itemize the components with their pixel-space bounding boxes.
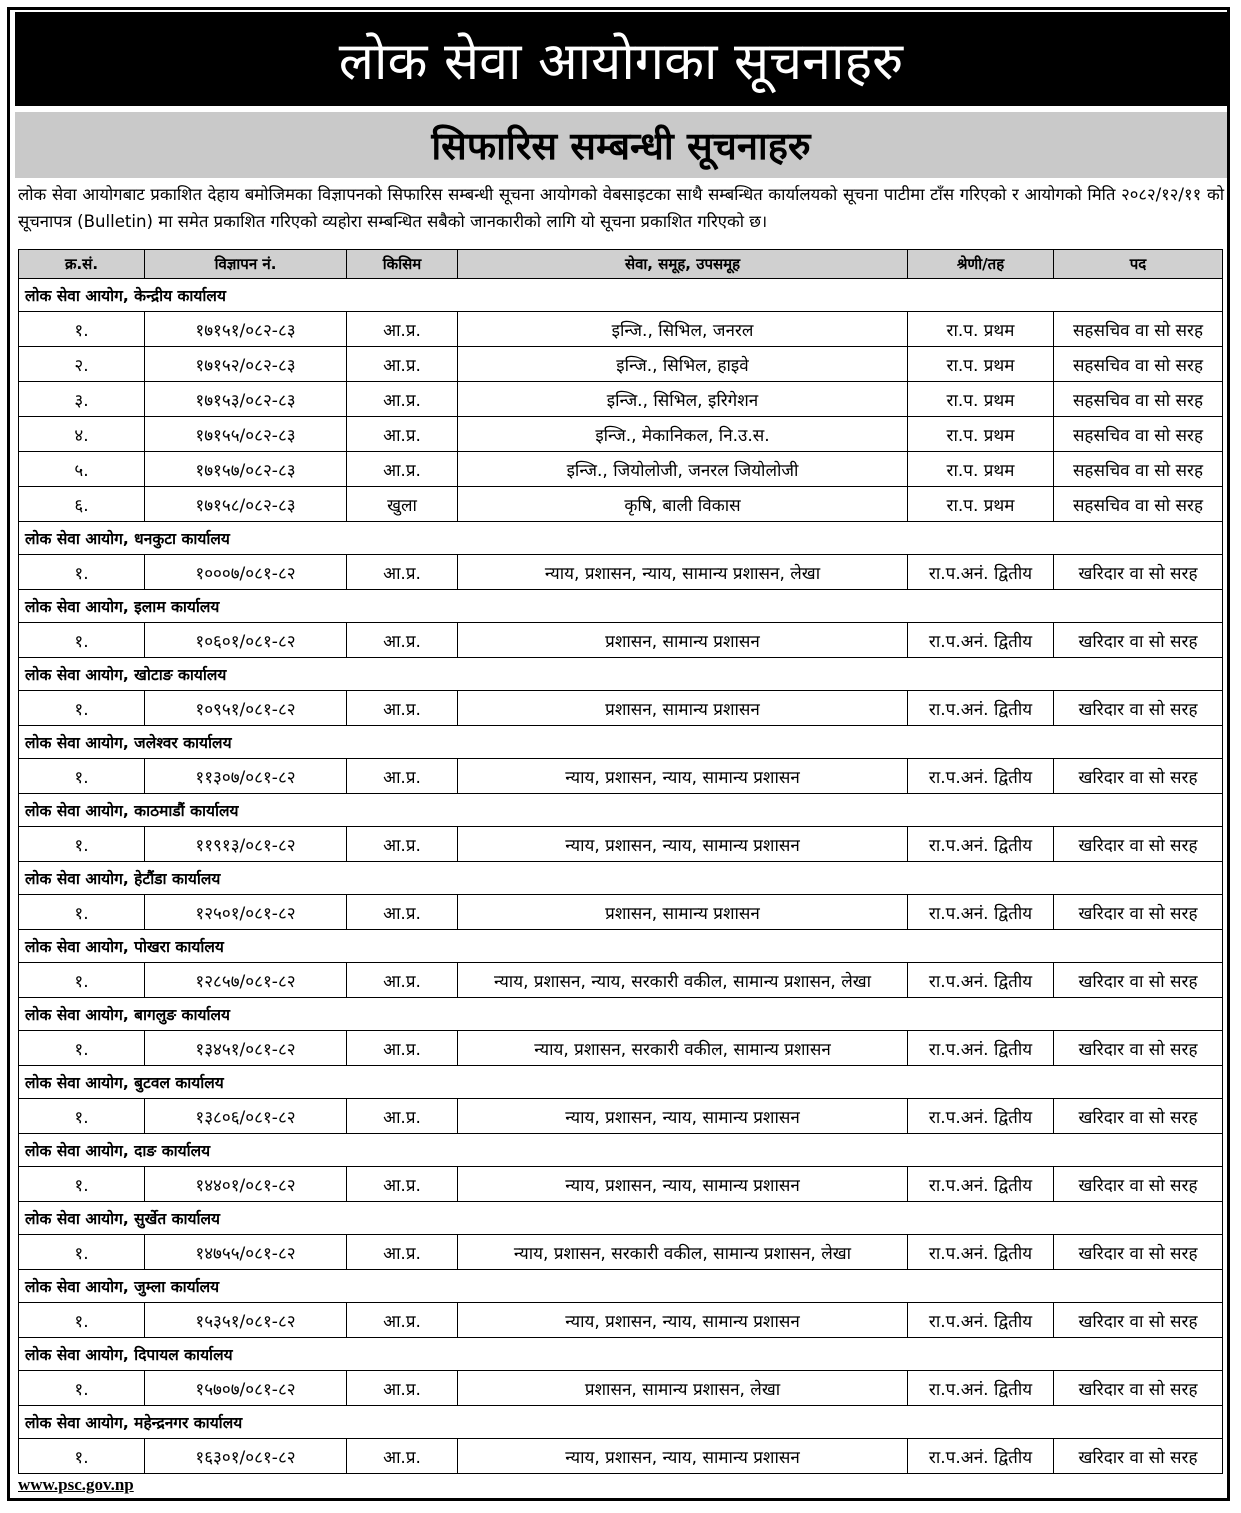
cell-type: खुला <box>347 487 458 522</box>
cell-serial: १. <box>19 1167 145 1202</box>
cell-serial: १. <box>19 312 145 347</box>
cell-service-group: इन्जि., सिभिल, जनरल <box>458 312 908 347</box>
cell-service-group: इन्जि., सिभिल, इरिगेशन <box>458 382 908 417</box>
cell-class-level: रा.प.अनं. द्वितीय <box>908 555 1054 590</box>
cell-advert-no: १३८०६/०८१-८२ <box>145 1099 347 1134</box>
office-heading-row <box>19 1202 1223 1235</box>
table-row <box>19 1031 1223 1066</box>
cell-serial: १. <box>19 1303 145 1338</box>
cell-post: खरिदार वा सो सरह <box>1054 963 1223 998</box>
cell-service-group: इन्जि., सिभिल, हाइवे <box>458 347 908 382</box>
cell-serial: १. <box>19 1439 145 1474</box>
cell-type: आ.प्र. <box>347 1371 458 1406</box>
table-row <box>19 963 1223 998</box>
cell-class-level: रा.प.अनं. द्वितीय <box>908 895 1054 930</box>
cell-serial: ४. <box>19 417 145 452</box>
table-row <box>19 417 1223 452</box>
cell-type: आ.प्र. <box>347 759 458 794</box>
page-title: लोक सेवा आयोगका सूचनाहरु <box>15 12 1227 106</box>
cell-serial: १. <box>19 1371 145 1406</box>
cell-type: आ.प्र. <box>347 1303 458 1338</box>
cell-class-level: रा.प.अनं. द्वितीय <box>908 691 1054 726</box>
cell-serial: १. <box>19 1031 145 1066</box>
cell-service-group: प्रशासन, सामान्य प्रशासन, लेखा <box>458 1371 908 1406</box>
header-post: पद <box>1054 250 1223 279</box>
cell-serial: १. <box>19 555 145 590</box>
cell-type: आ.प्र. <box>347 452 458 487</box>
cell-serial: १. <box>19 691 145 726</box>
office-heading-row <box>19 1338 1223 1371</box>
table-row <box>19 1439 1223 1474</box>
cell-service-group: इन्जि., जियोलोजी, जनरल जियोलोजी <box>458 452 908 487</box>
cell-type: आ.प्र. <box>347 963 458 998</box>
cell-type: आ.प्र. <box>347 895 458 930</box>
table-header-row <box>19 250 1223 279</box>
cell-advert-no: १२८५७/०८१-८२ <box>145 963 347 998</box>
cell-service-group: न्याय, प्रशासन, न्याय, सामान्य प्रशासन <box>458 1303 908 1338</box>
cell-post: खरिदार वा सो सरह <box>1054 1031 1223 1066</box>
table-row <box>19 382 1223 417</box>
office-name: लोक सेवा आयोग, जलेश्वर कार्यालय <box>19 726 1223 759</box>
cell-service-group: प्रशासन, सामान्य प्रशासन <box>458 623 908 658</box>
cell-post: खरिदार वा सो सरह <box>1054 691 1223 726</box>
header-type: किसिम <box>347 250 458 279</box>
office-name: लोक सेवा आयोग, सुर्खेत कार्यालय <box>19 1202 1223 1235</box>
cell-class-level: रा.प. प्रथम <box>908 347 1054 382</box>
cell-serial: ६. <box>19 487 145 522</box>
cell-service-group: न्याय, प्रशासन, न्याय, सामान्य प्रशासन <box>458 759 908 794</box>
office-name: लोक सेवा आयोग, बुटवल कार्यालय <box>19 1066 1223 1099</box>
recommendation-table <box>18 249 1223 1474</box>
cell-advert-no: १४४०१/०८१-८२ <box>145 1167 347 1202</box>
cell-class-level: रा.प.अनं. द्वितीय <box>908 623 1054 658</box>
table-row <box>19 487 1223 522</box>
header-advert-no: विज्ञापन नं. <box>145 250 347 279</box>
office-heading-row <box>19 522 1223 555</box>
cell-serial: ३. <box>19 382 145 417</box>
office-heading-row <box>19 794 1223 827</box>
cell-advert-no: १७१५७/०८२-८३ <box>145 452 347 487</box>
cell-post: खरिदार वा सो सरह <box>1054 1167 1223 1202</box>
cell-class-level: रा.प.अनं. द्वितीय <box>908 1099 1054 1134</box>
table-row <box>19 895 1223 930</box>
cell-post: खरिदार वा सो सरह <box>1054 759 1223 794</box>
cell-type: आ.प्र. <box>347 1167 458 1202</box>
cell-post: सहसचिव वा सो सरह <box>1054 452 1223 487</box>
office-heading-row <box>19 1134 1223 1167</box>
office-name: लोक सेवा आयोग, महेन्द्रनगर कार्यालय <box>19 1406 1223 1439</box>
office-name: लोक सेवा आयोग, धनकुटा कार्यालय <box>19 522 1223 555</box>
table-row <box>19 1099 1223 1134</box>
table-row <box>19 1303 1223 1338</box>
cell-serial: १. <box>19 1235 145 1270</box>
table-row <box>19 623 1223 658</box>
cell-class-level: रा.प. प्रथम <box>908 417 1054 452</box>
cell-serial: ५. <box>19 452 145 487</box>
cell-post: सहसचिव वा सो सरह <box>1054 382 1223 417</box>
table-row <box>19 452 1223 487</box>
cell-serial: १. <box>19 963 145 998</box>
cell-class-level: रा.प. प्रथम <box>908 312 1054 347</box>
cell-service-group: न्याय, प्रशासन, न्याय, सामान्य प्रशासन <box>458 827 908 862</box>
cell-class-level: रा.प.अनं. द्वितीय <box>908 759 1054 794</box>
office-name: लोक सेवा आयोग, पोखरा कार्यालय <box>19 930 1223 963</box>
cell-advert-no: १२५०१/०८१-८२ <box>145 895 347 930</box>
cell-advert-no: १०९५१/०८१-८२ <box>145 691 347 726</box>
header-serial: क्र.सं. <box>19 250 145 279</box>
cell-advert-no: १५७०७/०८१-८२ <box>145 1371 347 1406</box>
cell-type: आ.प्र. <box>347 1099 458 1134</box>
cell-serial: १. <box>19 895 145 930</box>
cell-advert-no: १५३५१/०८१-८२ <box>145 1303 347 1338</box>
header-class-level: श्रेणी/तह <box>908 250 1054 279</box>
cell-serial: १. <box>19 623 145 658</box>
cell-class-level: रा.प. प्रथम <box>908 452 1054 487</box>
cell-type: आ.प्र. <box>347 623 458 658</box>
cell-service-group: प्रशासन, सामान्य प्रशासन <box>458 895 908 930</box>
table-row <box>19 1235 1223 1270</box>
cell-post: खरिदार वा सो सरह <box>1054 1371 1223 1406</box>
cell-advert-no: १०६०१/०८१-८२ <box>145 623 347 658</box>
cell-post: खरिदार वा सो सरह <box>1054 1439 1223 1474</box>
cell-service-group: इन्जि., मेकानिकल, नि.उ.स. <box>458 417 908 452</box>
office-heading-row <box>19 279 1223 312</box>
cell-type: आ.प्र. <box>347 347 458 382</box>
cell-post: खरिदार वा सो सरह <box>1054 1099 1223 1134</box>
cell-advert-no: १४७५५/०८१-८२ <box>145 1235 347 1270</box>
office-name: लोक सेवा आयोग, केन्द्रीय कार्यालय <box>19 279 1223 312</box>
cell-class-level: रा.प.अनं. द्वितीय <box>908 1303 1054 1338</box>
cell-type: आ.प्र. <box>347 555 458 590</box>
office-heading-row <box>19 590 1223 623</box>
cell-advert-no: ११९१३/०८१-८२ <box>145 827 347 862</box>
cell-serial: १. <box>19 827 145 862</box>
cell-serial: १. <box>19 1099 145 1134</box>
table-row <box>19 312 1223 347</box>
cell-service-group: न्याय, प्रशासन, न्याय, सामान्य प्रशासन <box>458 1167 908 1202</box>
office-heading-row <box>19 1066 1223 1099</box>
office-heading-row <box>19 726 1223 759</box>
office-heading-row <box>19 1270 1223 1303</box>
table-row <box>19 691 1223 726</box>
cell-post: खरिदार वा सो सरह <box>1054 895 1223 930</box>
cell-advert-no: १७१५५/०८२-८३ <box>145 417 347 452</box>
cell-advert-no: १६३०१/०८१-८२ <box>145 1439 347 1474</box>
cell-post: खरिदार वा सो सरह <box>1054 555 1223 590</box>
cell-class-level: रा.प.अनं. द्वितीय <box>908 1167 1054 1202</box>
table-row <box>19 555 1223 590</box>
cell-advert-no: १७१५१/०८२-८३ <box>145 312 347 347</box>
cell-class-level: रा.प. प्रथम <box>908 487 1054 522</box>
office-name: लोक सेवा आयोग, इलाम कार्यालय <box>19 590 1223 623</box>
cell-serial: १. <box>19 759 145 794</box>
website-link[interactable]: www.psc.gov.np <box>18 1475 134 1494</box>
cell-class-level: रा.प.अनं. द्वितीय <box>908 1439 1054 1474</box>
cell-post: सहसचिव वा सो सरह <box>1054 487 1223 522</box>
office-heading-row <box>19 930 1223 963</box>
cell-class-level: रा.प.अनं. द्वितीय <box>908 1031 1054 1066</box>
cell-serial: २. <box>19 347 145 382</box>
cell-advert-no: ११३०७/०८१-८२ <box>145 759 347 794</box>
office-heading-row <box>19 862 1223 895</box>
cell-type: आ.प्र. <box>347 1439 458 1474</box>
office-name: लोक सेवा आयोग, काठमाडौं कार्यालय <box>19 794 1223 827</box>
table-row <box>19 759 1223 794</box>
table-row <box>19 827 1223 862</box>
cell-type: आ.प्र. <box>347 691 458 726</box>
cell-advert-no: १०००७/०८१-८२ <box>145 555 347 590</box>
cell-service-group: न्याय, प्रशासन, सरकारी वकील, सामान्य प्रशासन <box>458 1031 908 1066</box>
cell-advert-no: १७१५३/०८२-८३ <box>145 382 347 417</box>
table-row <box>19 1167 1223 1202</box>
cell-post: सहसचिव वा सो सरह <box>1054 417 1223 452</box>
office-name: लोक सेवा आयोग, हेटौंडा कार्यालय <box>19 862 1223 895</box>
cell-advert-no: १३४५१/०८१-८२ <box>145 1031 347 1066</box>
cell-service-group: न्याय, प्रशासन, न्याय, सामान्य प्रशासन, लेखा <box>458 555 908 590</box>
cell-post: खरिदार वा सो सरह <box>1054 623 1223 658</box>
cell-post: सहसचिव वा सो सरह <box>1054 312 1223 347</box>
cell-type: आ.प्र. <box>347 1031 458 1066</box>
header-service-group: सेवा, समूह, उपसमूह <box>458 250 908 279</box>
office-heading-row <box>19 1406 1223 1439</box>
page-subtitle: सिफारिस सम्बन्धी सूचनाहरु <box>15 112 1227 178</box>
office-name: लोक सेवा आयोग, खोटाङ कार्यालय <box>19 658 1223 691</box>
cell-class-level: रा.प.अनं. द्वितीय <box>908 1235 1054 1270</box>
cell-service-group: न्याय, प्रशासन, सरकारी वकील, सामान्य प्रशासन, लेखा <box>458 1235 908 1270</box>
cell-advert-no: १७१५२/०८२-८३ <box>145 347 347 382</box>
cell-class-level: रा.प. प्रथम <box>908 382 1054 417</box>
cell-post: खरिदार वा सो सरह <box>1054 1235 1223 1270</box>
cell-service-group: न्याय, प्रशासन, न्याय, सामान्य प्रशासन <box>458 1099 908 1134</box>
office-heading-row <box>19 998 1223 1031</box>
office-name: लोक सेवा आयोग, बागलुङ कार्यालय <box>19 998 1223 1031</box>
cell-advert-no: १७१५८/०८२-८३ <box>145 487 347 522</box>
cell-type: आ.प्र. <box>347 1235 458 1270</box>
cell-type: आ.प्र. <box>347 312 458 347</box>
cell-post: सहसचिव वा सो सरह <box>1054 347 1223 382</box>
cell-type: आ.प्र. <box>347 827 458 862</box>
cell-class-level: रा.प.अनं. द्वितीय <box>908 963 1054 998</box>
table-row <box>19 1371 1223 1406</box>
cell-type: आ.प्र. <box>347 382 458 417</box>
cell-service-group: न्याय, प्रशासन, न्याय, सामान्य प्रशासन <box>458 1439 908 1474</box>
cell-service-group: प्रशासन, सामान्य प्रशासन <box>458 691 908 726</box>
cell-service-group: कृषि, बाली विकास <box>458 487 908 522</box>
cell-class-level: रा.प.अनं. द्वितीय <box>908 1371 1054 1406</box>
cell-type: आ.प्र. <box>347 417 458 452</box>
office-name: लोक सेवा आयोग, जुम्ला कार्यालय <box>19 1270 1223 1303</box>
cell-post: खरिदार वा सो सरह <box>1054 1303 1223 1338</box>
office-name: लोक सेवा आयोग, दिपायल कार्यालय <box>19 1338 1223 1371</box>
table-row <box>19 347 1223 382</box>
table-body <box>19 279 1223 1474</box>
cell-class-level: रा.प.अनं. द्वितीय <box>908 827 1054 862</box>
office-name: लोक सेवा आयोग, दाङ कार्यालय <box>19 1134 1223 1167</box>
office-heading-row <box>19 658 1223 691</box>
cell-service-group: न्याय, प्रशासन, न्याय, सरकारी वकील, सामान्य प्रशासन, लेखा <box>458 963 908 998</box>
cell-post: खरिदार वा सो सरह <box>1054 827 1223 862</box>
intro-paragraph: लोक सेवा आयोगबाट प्रकाशित देहाय बमोजिमका विज्ञापनको सिफारिस सम्बन्धी सूचना आयोगको वेबसाइटका साथै सम्बन्धित कार्यालयको सूचना पाटीमा टाँस गरिएको र आयोगको मिति २०८२/१२/११ को सूचनापत्र (Bulletin) मा समेत प्रकाशित गरिएको व्यहोरा सम्बन्धित सबैको जानकारीको लागि यो सूचना प्रकाशित गरिएको छ। <box>18 185 1224 231</box>
